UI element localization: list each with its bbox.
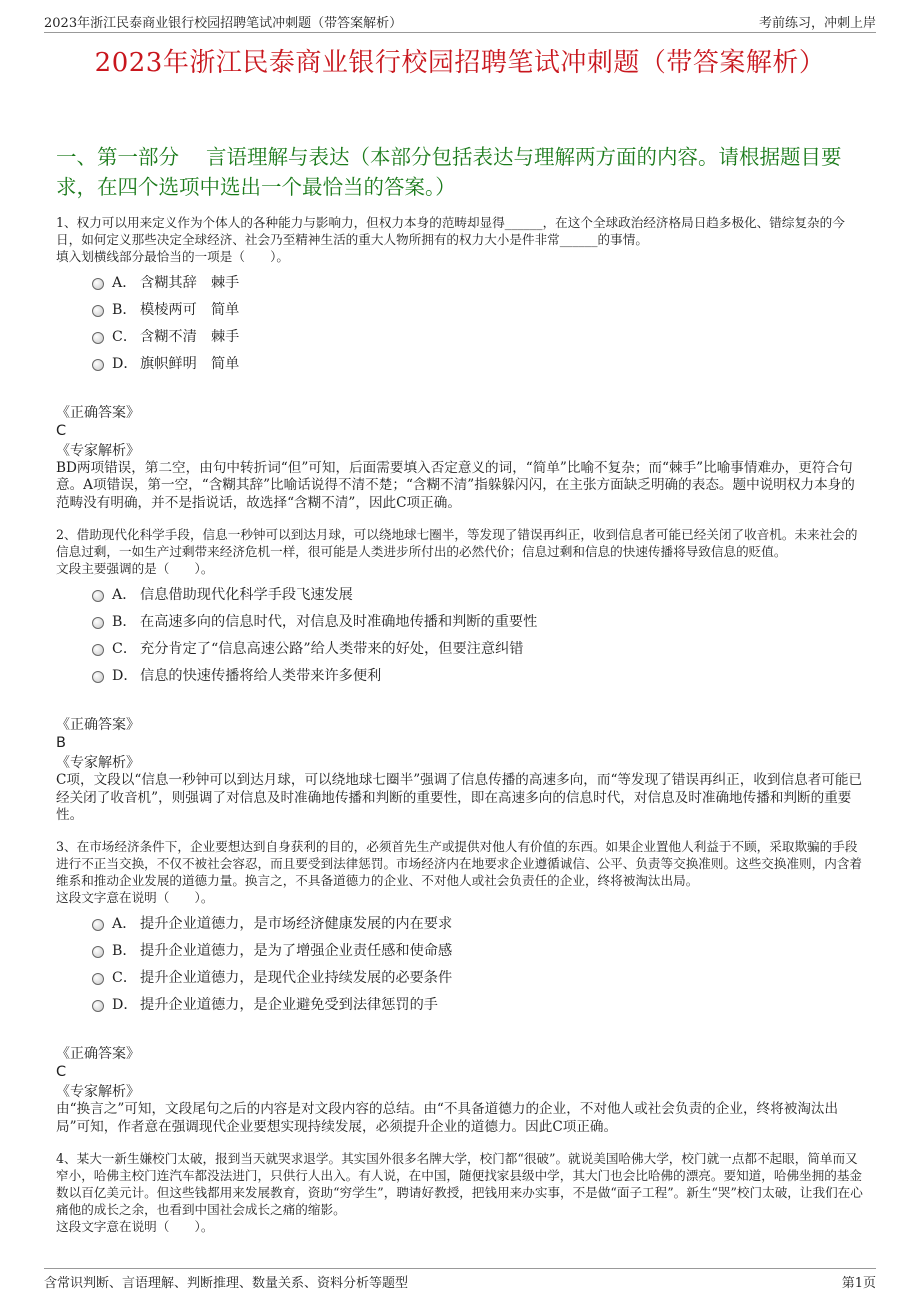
question-prompt: 这段文字意在说明（ ）。 — [56, 890, 214, 906]
radio-icon[interactable] — [92, 644, 104, 656]
answer-heading: 《正确答案》 — [56, 717, 140, 734]
radio-icon[interactable] — [92, 359, 104, 371]
question-2 — [56, 526, 864, 824]
option-d[interactable] — [92, 992, 864, 1019]
section-heading: 一、第一部分 言语理解与表达（本部分包括表达与理解两方面的内容。请根据题目要求，在四个选项中选出一个最恰当的答案。） — [56, 145, 842, 199]
option-a[interactable] — [92, 582, 864, 609]
option-letter: C． — [112, 329, 138, 345]
option-c[interactable] — [92, 636, 864, 663]
option-letter: B． — [112, 614, 137, 631]
answer-value: C — [56, 423, 67, 439]
question-prompt: 填入划横线部分最恰当的一项是（ ）。 — [56, 249, 289, 264]
option-a[interactable] — [92, 911, 864, 938]
option-list — [92, 911, 864, 1019]
option-letter: B． — [112, 943, 137, 960]
option-c[interactable] — [92, 965, 864, 992]
header-left-text: 2023年浙江民泰商业银行校园招聘笔试冲刺题（带答案解析） — [44, 16, 403, 31]
option-text: 旗帜鲜明 简单 — [140, 356, 240, 372]
question-stem: 4、某大一新生嫌校门太破，报到当天就哭求退学。其实国外很多名牌大学，校门都“很破”。就说美国哈佛大学，校门就一点都不起眼，简单而又窄小，哈佛主校门连汽车都没法进门，只供行人出入。有人说，在中国，随便找家县级中学，其大门也会比哈佛的漂亮。要知道，哈佛坐拥的基金数以百亿美元计。但这些钱都用来发展教育，资助“穷学生”，聘请好教授，把钱用来办实事，不是做“面子工程”。新生“哭”校门太破，让我们在心痛他的成长之余，也看到中国社会成长之痛的缩影。 — [56, 1151, 863, 1218]
option-letter: A． — [112, 916, 137, 933]
option-text: 信息的快速传播将给人类带来许多便利 — [140, 668, 382, 685]
option-a[interactable] — [92, 270, 864, 297]
explanation-heading: 《专家解析》 — [56, 1084, 140, 1101]
option-b[interactable] — [92, 938, 864, 965]
option-text: 含糊不清 棘手 — [140, 329, 240, 345]
option-text: 提升企业道德力，是现代企业持续发展的必要条件 — [140, 970, 453, 987]
radio-icon[interactable] — [92, 1000, 104, 1012]
option-b[interactable] — [92, 609, 864, 636]
question-prompt: 这段文字意在说明（ ）。 — [56, 1219, 214, 1235]
radio-icon[interactable] — [92, 946, 104, 958]
option-text: 提升企业道德力，是市场经济健康发展的内在要求 — [140, 916, 453, 933]
question-stem: 1、权力可以用来定义作为个体人的各种能力与影响力，但权力本身的范畴却显得______，在这个全球政治经济格局日趋多极化、错综复杂的今日，如何定义那些决定全球经济、社会乃至精神生活的重大人物所拥有的权力大小是件非常______的事情。 — [56, 215, 845, 247]
option-text: 模棱两可 简单 — [140, 302, 240, 318]
answer-value: B — [56, 735, 66, 752]
option-text: 充分肯定了“信息高速公路”给人类带来的好处，但要注意纠错 — [140, 641, 524, 658]
radio-icon[interactable] — [92, 973, 104, 985]
page-title: 2023年浙江民泰商业银行校园招聘笔试冲刺题（带答案解析） — [94, 48, 826, 78]
header-right-text: 考前练习，冲刺上岸 — [758, 16, 876, 31]
option-text: 含糊其辞 棘手 — [140, 275, 240, 291]
explanation-heading: 《专家解析》 — [56, 755, 140, 772]
option-text: 信息借助现代化科学手段飞速发展 — [140, 587, 353, 604]
option-d[interactable] — [92, 351, 864, 378]
option-b[interactable] — [92, 297, 864, 324]
explanation-heading: 《专家解析》 — [56, 443, 140, 459]
option-letter: D． — [112, 668, 138, 685]
radio-icon[interactable] — [92, 278, 104, 290]
option-letter: D． — [112, 997, 138, 1014]
page-number: 第1页 — [841, 1276, 876, 1291]
answer-value: C — [56, 1064, 67, 1081]
explanation-text: BD两项错误，第二空，由句中转折词“但”可知，后面需要填入否定意义的词，“简单”比喻不复杂；而“棘手”比喻事情难办，更符合句意。A项错误，第一空，“含糊其辞”比喻话说得不清不楚；“含糊不清”指躲躲闪闪，在主张方面缺乏明确的表态。题中说明权力本身的范畴没有明确，并不是指说话，故选择“含糊不清”，因此C项正确。 — [56, 460, 855, 511]
radio-icon[interactable] — [92, 305, 104, 317]
question-stem: 3、在市场经济条件下，企业要想达到自身获利的目的，必须首先生产或提供对他人有价值的东西。如果企业置他人利益于不顾，采取欺骗的手段进行不正当交换，不仅不被社会容忍，而且要受到法律惩罚。市场经济内在地要求企业遵循诚信、公平、负责等交换准则。这些交换准则，内含着维系和推动企业发展的道德力量。换言之，不具备道德力的企业、不对他人或社会负责任的企业，终将被淘汰出局。 — [56, 839, 862, 889]
question-list — [56, 214, 864, 1240]
answer-heading: 《正确答案》 — [56, 405, 140, 421]
radio-icon[interactable] — [92, 332, 104, 344]
option-list — [92, 270, 864, 378]
option-letter: B． — [112, 302, 137, 318]
option-d[interactable] — [92, 663, 864, 690]
explanation-text: C项，文段以“信息一秒钟可以到达月球，可以绕地球七圈半”强调了信息传播的高速多向，而“等发现了错误再纠正，收到信息者可能已经关闭了收音机”，则强调了对信息及时准确地传播和判断的重要性，即在高速多向的信息时代，对信息及时准确地传播和判断的重要性。 — [56, 772, 863, 824]
radio-icon[interactable] — [92, 617, 104, 629]
option-letter: C． — [112, 641, 138, 658]
footer-left-text: 含常识判断、言语理解、判断推理、数量关系、资料分析等题型 — [44, 1276, 409, 1291]
question-stem: 2、借助现代化科学手段，信息一秒钟可以到达月球，可以绕地球七圈半，等发现了错误再纠正，收到信息者可能已经关闭了收音机。未来社会的信息过剩，一如生产过剩带来经济危机一样，很可能是人类进步所付出的必然代价；信息过剩和信息的快速传播将导致信息的贬值。 — [56, 527, 858, 560]
question-4 — [56, 1150, 864, 1235]
radio-icon[interactable] — [92, 590, 104, 602]
question-3 — [56, 838, 864, 1136]
radio-icon[interactable] — [92, 919, 104, 931]
page-header — [44, 10, 876, 33]
page-footer — [44, 1268, 876, 1291]
option-text: 在高速多向的信息时代，对信息及时准确地传播和判断的重要性 — [140, 614, 538, 631]
radio-icon[interactable] — [92, 671, 104, 683]
option-text: 提升企业道德力，是为了增强企业责任感和使命感 — [140, 943, 453, 960]
option-text: 提升企业道德力，是企业避免受到法律惩罚的手 — [140, 997, 438, 1014]
option-letter: A． — [112, 587, 137, 604]
explanation-text: 由“换言之”可知，文段尾句之后的内容是对文段内容的总结。由“不具备道德力的企业，不对他人或社会负责的企业，终将被淘汰出局”可知，作者意在强调现代企业要想实现持续发展，必须提升企业的道德力。因此C项正确。 — [56, 1101, 839, 1135]
question-prompt: 文段主要强调的是（ ）。 — [56, 561, 214, 577]
option-letter: C． — [112, 970, 138, 987]
option-list — [92, 582, 864, 690]
option-letter: A． — [112, 275, 137, 291]
question-1 — [56, 214, 864, 512]
option-c[interactable] — [92, 324, 864, 351]
option-letter: D． — [112, 356, 138, 372]
answer-heading: 《正确答案》 — [56, 1046, 140, 1063]
